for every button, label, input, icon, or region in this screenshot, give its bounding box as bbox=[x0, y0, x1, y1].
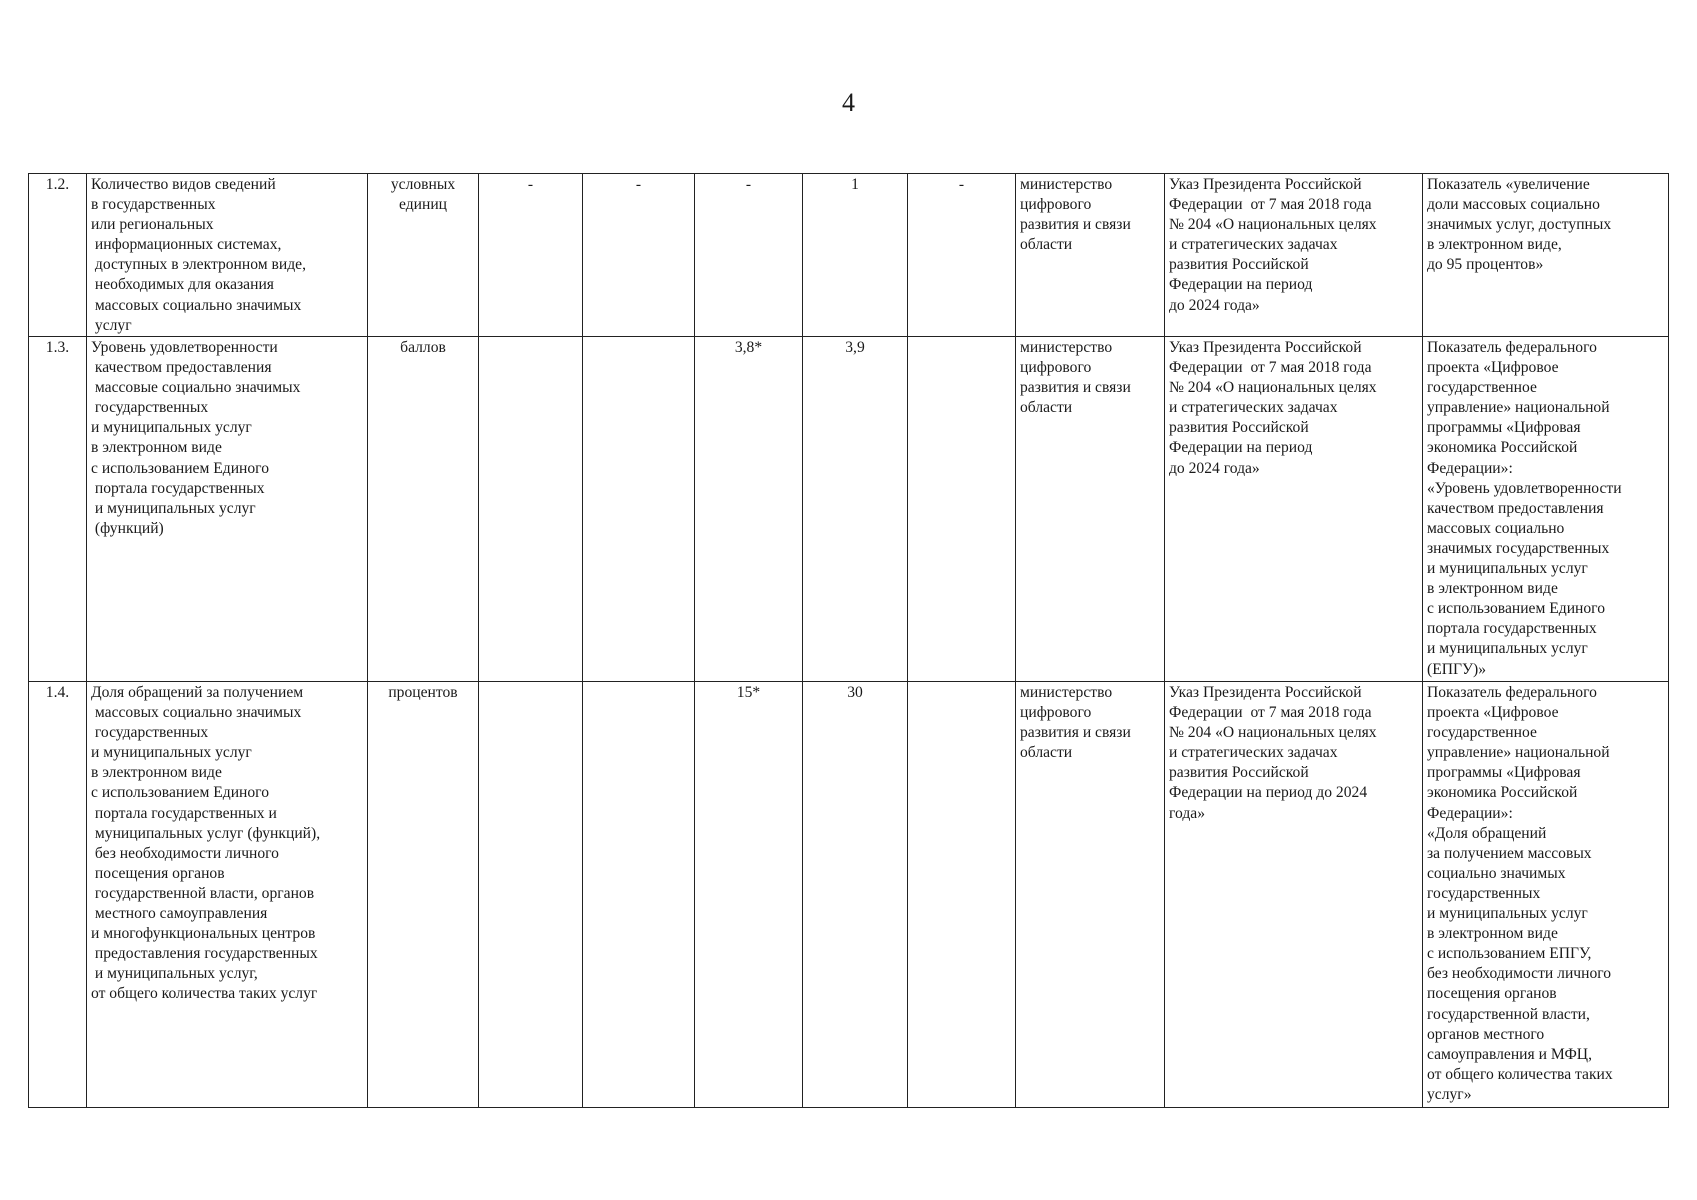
note-cell bbox=[1423, 337, 1669, 682]
basis-cell-line: до 2024 года» bbox=[1169, 459, 1260, 477]
value-cell-5 bbox=[908, 337, 1016, 682]
note-cell-line: Показатель федерального bbox=[1427, 339, 1597, 356]
basis-cell-line: Федерации на период до 2024 bbox=[1169, 784, 1368, 802]
value-cell-4: 1 bbox=[803, 174, 908, 337]
note-cell-line: с использованием ЕПГУ, bbox=[1427, 945, 1592, 963]
indicator-name-cell-line: с использованием Единого bbox=[91, 784, 269, 802]
note-cell-line: программы «Цифровая bbox=[1427, 419, 1581, 437]
indicator-name-cell bbox=[87, 174, 368, 337]
indicator-name-cell-line: с использованием Единого bbox=[91, 459, 269, 477]
basis-cell-line: № 204 «О национальных целях bbox=[1169, 216, 1377, 234]
indicator-name-cell-line: без необходимости личного bbox=[91, 844, 279, 862]
note-cell-line: качеством предоставления bbox=[1427, 499, 1604, 517]
responsible-cell bbox=[1016, 682, 1165, 1108]
note-cell-line: Показатель «увеличение bbox=[1427, 176, 1590, 193]
indicator-name-cell-line: Уровень удовлетворенности bbox=[91, 339, 278, 356]
note-cell-line: без необходимости личного bbox=[1427, 965, 1612, 983]
value-cell-4: 30 bbox=[803, 682, 908, 1108]
note-cell-line: с использованием Единого bbox=[1427, 600, 1605, 618]
value-cell-1: - bbox=[479, 174, 583, 337]
indicator-name-cell-line: от общего количества таких услуг bbox=[91, 985, 318, 1003]
basis-cell-line: Указ Президента Российской bbox=[1169, 339, 1362, 356]
table-row bbox=[29, 682, 1669, 1108]
note-cell-line: государственной власти, bbox=[1427, 1005, 1590, 1023]
note-cell-line: программы «Цифровая bbox=[1427, 764, 1581, 782]
basis-cell-line: развития Российской bbox=[1169, 256, 1309, 274]
basis-cell-line: развития Российской bbox=[1169, 419, 1309, 437]
table-row bbox=[29, 337, 1669, 682]
note-cell bbox=[1423, 174, 1669, 337]
value-cell-3: 15* bbox=[695, 682, 803, 1108]
value-cell-1 bbox=[479, 682, 583, 1108]
responsible-cell-line: развития и связи bbox=[1020, 379, 1131, 397]
note-cell-line: значимых услуг, доступных bbox=[1427, 216, 1612, 234]
indicator-name-cell-line: необходимых для оказания bbox=[91, 276, 274, 294]
note-cell-line: государственное bbox=[1427, 379, 1537, 397]
responsible-cell-line: области bbox=[1020, 236, 1073, 254]
note-cell-line: в электронном виде bbox=[1427, 580, 1558, 598]
basis-cell-line: № 204 «О национальных целях bbox=[1169, 379, 1377, 397]
note-cell-line: проекта «Цифровое bbox=[1427, 359, 1559, 377]
note-cell-line: от общего количества таких bbox=[1427, 1065, 1613, 1083]
row-number-cell: 1.4. bbox=[29, 682, 87, 1108]
note-cell-line: и муниципальных услуг bbox=[1427, 905, 1588, 923]
responsible-cell-line: развития и связи bbox=[1020, 216, 1131, 234]
note-cell-line: экономика Российской bbox=[1427, 439, 1578, 457]
table-body bbox=[29, 174, 1669, 1108]
unit-cell bbox=[368, 174, 479, 337]
basis-cell-line: Указ Президента Российской bbox=[1169, 684, 1362, 701]
indicator-name-cell-line: портала государственных bbox=[91, 479, 265, 497]
basis-cell-line: Федерации от 7 мая 2018 года bbox=[1169, 704, 1372, 722]
indicator-name-cell bbox=[87, 682, 368, 1108]
basis-cell-line: и стратегических задачах bbox=[1169, 744, 1338, 762]
note-cell-line: услуг» bbox=[1427, 1085, 1472, 1103]
basis-cell bbox=[1165, 337, 1423, 682]
indicator-name-cell-line: Количество видов сведений bbox=[91, 176, 276, 193]
note-cell-line: социально значимых bbox=[1427, 864, 1566, 882]
page-number: 4 bbox=[842, 88, 855, 117]
note-cell-line: (ЕПГУ)» bbox=[1427, 660, 1487, 678]
row-number-cell: 1.2. bbox=[29, 174, 87, 337]
indicator-name-cell-line: предоставления государственных bbox=[91, 945, 318, 963]
indicator-name-cell-line: Доля обращений за получением bbox=[91, 684, 304, 701]
basis-cell-line: года» bbox=[1169, 804, 1206, 822]
indicator-name-cell-line: местного самоуправления bbox=[91, 905, 268, 923]
note-cell-line: за получением массовых bbox=[1427, 844, 1592, 862]
table-row bbox=[29, 174, 1669, 337]
unit-cell bbox=[368, 337, 479, 682]
indicators-table bbox=[28, 173, 1669, 1108]
note-cell-line: управление» национальной bbox=[1427, 744, 1610, 762]
value-cell-5 bbox=[908, 682, 1016, 1108]
indicator-name-cell-line: в государственных bbox=[91, 196, 216, 214]
indicator-name-cell-line: (функций) bbox=[91, 519, 164, 537]
value-cell-2 bbox=[583, 682, 695, 1108]
responsible-cell-line: министерство bbox=[1020, 339, 1113, 356]
note-cell-line: портала государственных bbox=[1427, 620, 1597, 638]
basis-cell-line: Федерации от 7 мая 2018 года bbox=[1169, 196, 1372, 214]
note-cell-line: значимых государственных bbox=[1427, 539, 1610, 557]
indicator-name-cell-line: государственных bbox=[91, 399, 209, 417]
indicator-name-cell-line: государственных bbox=[91, 724, 209, 742]
unit-cell-line: условных bbox=[390, 176, 456, 193]
indicator-name-cell-line: информационных системах, bbox=[91, 236, 282, 254]
basis-cell-line: Федерации на период bbox=[1169, 439, 1313, 457]
indicator-name-cell-line: и муниципальных услуг bbox=[91, 419, 252, 437]
basis-cell-line: Указ Президента Российской bbox=[1169, 176, 1362, 193]
indicator-name-cell-line: портала государственных и bbox=[91, 804, 277, 822]
note-cell-line: доли массовых социально bbox=[1427, 196, 1600, 214]
note-cell-line: «Уровень удовлетворенности bbox=[1427, 479, 1622, 497]
unit-cell-line: единиц bbox=[398, 196, 448, 214]
unit-cell bbox=[368, 682, 479, 1108]
note-cell-line: и муниципальных услуг bbox=[1427, 640, 1588, 658]
value-cell-1 bbox=[479, 337, 583, 682]
responsible-cell-line: цифрового bbox=[1020, 359, 1092, 377]
indicator-name-cell-line: доступных в электронном виде, bbox=[91, 256, 306, 274]
indicator-name-cell-line: массовых социально значимых bbox=[91, 704, 302, 722]
responsible-cell-line: цифрового bbox=[1020, 704, 1092, 722]
basis-cell bbox=[1165, 682, 1423, 1108]
note-cell-line: Показатель федерального bbox=[1427, 684, 1597, 701]
unit-cell-line: процентов bbox=[388, 684, 458, 701]
note-cell-line: самоуправления и МФЦ, bbox=[1427, 1045, 1592, 1063]
basis-cell-line: и стратегических задачах bbox=[1169, 399, 1338, 417]
note-cell-line: «Доля обращений bbox=[1427, 824, 1547, 842]
responsible-cell bbox=[1016, 174, 1165, 337]
value-cell-3: - bbox=[695, 174, 803, 337]
note-cell-line: в электронном виде bbox=[1427, 925, 1558, 943]
indicator-name-cell bbox=[87, 337, 368, 682]
value-cell-5: - bbox=[908, 174, 1016, 337]
responsible-cell bbox=[1016, 337, 1165, 682]
note-cell-line: проекта «Цифровое bbox=[1427, 704, 1559, 722]
note-cell-line: управление» национальной bbox=[1427, 399, 1610, 417]
note-cell-line: посещения органов bbox=[1427, 985, 1557, 1003]
value-cell-2 bbox=[583, 337, 695, 682]
indicator-name-cell-line: массовых социально значимых bbox=[91, 296, 302, 314]
basis-cell-line: и стратегических задачах bbox=[1169, 236, 1338, 254]
value-cell-4: 3,9 bbox=[803, 337, 908, 682]
note-cell-line: до 95 процентов» bbox=[1427, 256, 1544, 274]
basis-cell-line: Федерации от 7 мая 2018 года bbox=[1169, 359, 1372, 377]
indicator-name-cell-line: услуг bbox=[91, 316, 132, 334]
note-cell-line: и муниципальных услуг bbox=[1427, 560, 1588, 578]
value-cell-2: - bbox=[583, 174, 695, 337]
row-number-cell: 1.3. bbox=[29, 337, 87, 682]
note-cell-line: экономика Российской bbox=[1427, 784, 1578, 802]
indicator-name-cell-line: посещения органов bbox=[91, 864, 225, 882]
responsible-cell-line: развития и связи bbox=[1020, 724, 1131, 742]
note-cell bbox=[1423, 682, 1669, 1108]
indicator-name-cell-line: и многофункциональных центров bbox=[91, 925, 316, 943]
note-cell-line: Федерации»: bbox=[1427, 804, 1513, 822]
note-cell-line: Федерации»: bbox=[1427, 459, 1513, 477]
indicator-name-cell-line: и муниципальных услуг, bbox=[91, 965, 258, 983]
basis-cell-line: до 2024 года» bbox=[1169, 296, 1260, 314]
value-cell-3: 3,8* bbox=[695, 337, 803, 682]
indicator-name-cell-line: или региональных bbox=[91, 216, 214, 234]
note-cell-line: в электронном виде, bbox=[1427, 236, 1562, 254]
responsible-cell-line: министерство bbox=[1020, 176, 1113, 193]
indicator-name-cell-line: муниципальных услуг (функций), bbox=[91, 824, 321, 842]
responsible-cell-line: министерство bbox=[1020, 684, 1113, 701]
responsible-cell-line: области bbox=[1020, 399, 1073, 417]
indicator-name-cell-line: государственной власти, органов bbox=[91, 884, 315, 902]
indicator-name-cell-line: и муниципальных услуг bbox=[91, 744, 252, 762]
basis-cell-line: № 204 «О национальных целях bbox=[1169, 724, 1377, 742]
note-cell-line: государственных bbox=[1427, 884, 1541, 902]
responsible-cell-line: цифрового bbox=[1020, 196, 1092, 214]
indicator-name-cell-line: в электронном виде bbox=[91, 439, 222, 457]
indicator-name-cell-line: массовые социально значимых bbox=[91, 379, 301, 397]
basis-cell-line: Федерации на период bbox=[1169, 276, 1313, 294]
responsible-cell-line: области bbox=[1020, 744, 1073, 762]
note-cell-line: массовых социально bbox=[1427, 519, 1565, 537]
note-cell-line: органов местного bbox=[1427, 1025, 1545, 1043]
indicator-name-cell-line: качеством предоставления bbox=[91, 359, 272, 377]
basis-cell bbox=[1165, 174, 1423, 337]
indicator-name-cell-line: в электронном виде bbox=[91, 764, 222, 782]
note-cell-line: государственное bbox=[1427, 724, 1537, 742]
basis-cell-line: развития Российской bbox=[1169, 764, 1309, 782]
indicator-name-cell-line: и муниципальных услуг bbox=[91, 499, 256, 517]
unit-cell-line: баллов bbox=[400, 339, 446, 356]
